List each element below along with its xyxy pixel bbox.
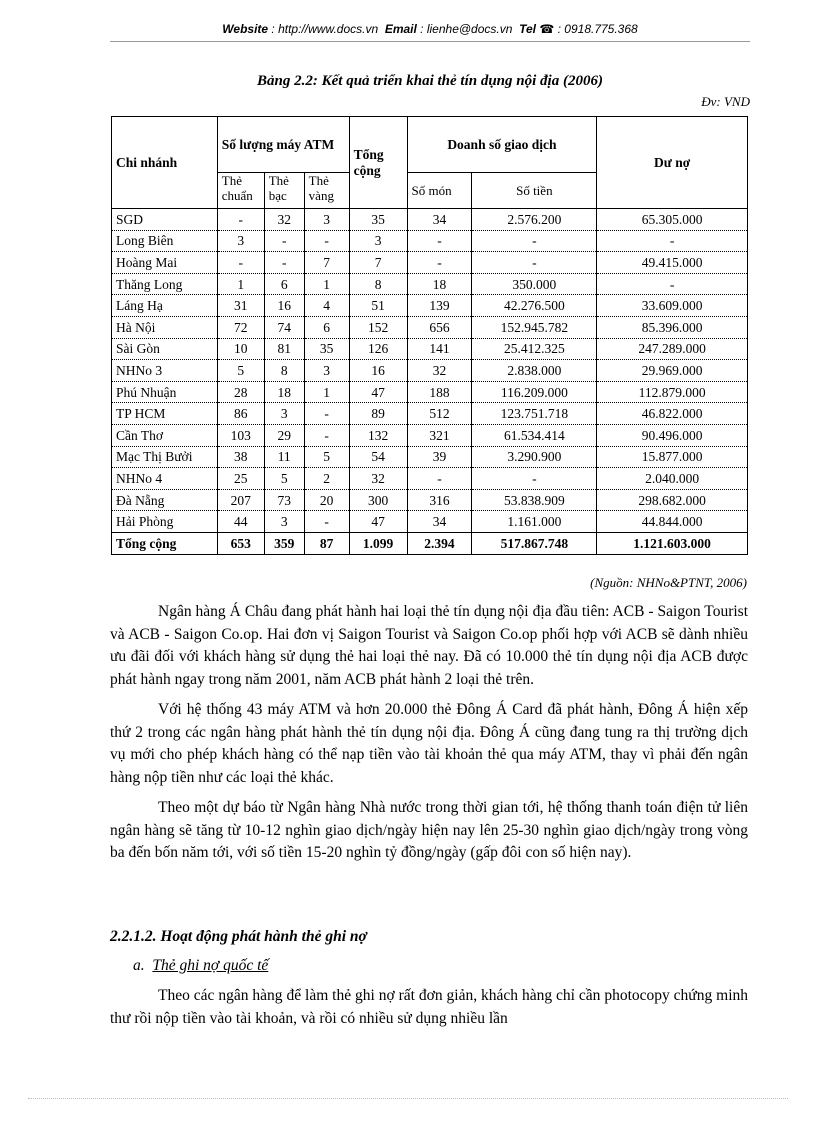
cell-standard: - <box>217 209 264 231</box>
subsection-prefix: a. <box>133 957 145 974</box>
cell-amount: 116.209.000 <box>472 381 597 403</box>
website-value: : http://www.docs.vn <box>271 22 379 36</box>
cell-total: 47 <box>349 381 407 403</box>
cell-total: 300 <box>349 489 407 511</box>
cell-amount: 3.290.900 <box>472 446 597 468</box>
cell-silver: 16 <box>264 295 304 317</box>
cell-debt: 29.969.000 <box>597 360 748 382</box>
cell-standard: 5 <box>217 360 264 382</box>
credit-card-results-table <box>111 116 748 555</box>
cell-branch: Long Biên <box>112 230 218 252</box>
table-row <box>112 511 748 533</box>
cell-debt: 15.877.000 <box>597 446 748 468</box>
cell-gold: 3 <box>304 209 349 231</box>
header-amount: Số tiền <box>472 173 597 209</box>
cell-silver: 29 <box>264 424 304 446</box>
cell-silver: 18 <box>264 381 304 403</box>
cell-standard: 10 <box>217 338 264 360</box>
cell-branch: Phú Nhuận <box>112 381 218 403</box>
cell-gold: 2 <box>304 468 349 490</box>
table-row <box>112 209 748 231</box>
cell-debt: - <box>597 230 748 252</box>
header-silver-card: Thẻ bạc <box>264 173 304 209</box>
cell-branch: Sài Gòn <box>112 338 218 360</box>
cell-debt: 298.682.000 <box>597 489 748 511</box>
table-row <box>112 403 748 425</box>
cell-gold: 1 <box>304 273 349 295</box>
total-standard: 653 <box>217 532 264 554</box>
cell-branch: NHNo 3 <box>112 360 218 382</box>
cell-amount: 152.945.782 <box>472 316 597 338</box>
header-debt: Dư nợ <box>597 117 748 209</box>
cell-total: 152 <box>349 316 407 338</box>
cell-silver: - <box>264 252 304 274</box>
cell-count: 39 <box>407 446 472 468</box>
total-gold: 87 <box>304 532 349 554</box>
total-label: Tổng cộng <box>112 532 218 554</box>
cell-silver: 5 <box>264 468 304 490</box>
cell-total: 89 <box>349 403 407 425</box>
cell-silver: 3 <box>264 403 304 425</box>
cell-amount: - <box>472 468 597 490</box>
cell-debt: 44.844.000 <box>597 511 748 533</box>
cell-total: 8 <box>349 273 407 295</box>
table-unit: Đv: VND <box>701 94 750 109</box>
paragraph-debit-card: Theo các ngân hàng để làm thẻ ghi nợ rất đơn giản, khách hàng chỉ cần photocopy chứng minh thư rồi nộp tiền vào tài khoản, và rồi có nhiều sử dụng nhiều lần <box>110 987 748 1027</box>
cell-silver: 74 <box>264 316 304 338</box>
cell-amount: 2.838.000 <box>472 360 597 382</box>
email-label: Email <box>384 22 417 36</box>
cell-count: 32 <box>407 360 472 382</box>
paragraph-acb: Ngân hàng Á Châu đang phát hành hai loại thẻ tín dụng nội địa đầu tiên: ACB - Saigon Tourist và ACB - Saigon Co.op. Hai đơn vị Saigon Tourist và Saigon Co.op phối hợp với ACB sẽ dành nhiều ưu đãi đối với khách hàng sử dụng thẻ hai loại thẻ nay. Đã có 10.000 thẻ tín dụng nội địa ACB được phát hành ngay trong năm 2001, năm ACB phát hành 2 loại thẻ trên. <box>110 603 748 688</box>
cell-branch: Mạc Thị Bưởi <box>112 446 218 468</box>
cell-debt: 46.822.000 <box>597 403 748 425</box>
cell-silver: - <box>264 230 304 252</box>
table-row <box>112 446 748 468</box>
cell-branch: Hoàng Mai <box>112 252 218 274</box>
cell-gold: 5 <box>304 446 349 468</box>
subsection-heading <box>133 957 268 975</box>
website-label: Website <box>222 22 269 36</box>
cell-count: - <box>407 468 472 490</box>
table-row <box>112 273 748 295</box>
table-row <box>112 468 748 490</box>
table-row <box>112 424 748 446</box>
cell-debt: 85.396.000 <box>597 316 748 338</box>
body-paragraphs-2 <box>110 985 748 1038</box>
cell-total: 51 <box>349 295 407 317</box>
cell-standard: 86 <box>217 403 264 425</box>
cell-count: 321 <box>407 424 472 446</box>
cell-branch: Cần Thơ <box>112 424 218 446</box>
header-divider <box>110 41 750 42</box>
table-row <box>112 360 748 382</box>
cell-total: 16 <box>349 360 407 382</box>
cell-standard: 28 <box>217 381 264 403</box>
cell-total: 54 <box>349 446 407 468</box>
cell-count: 139 <box>407 295 472 317</box>
cell-count: 18 <box>407 273 472 295</box>
cell-total: 47 <box>349 511 407 533</box>
cell-standard: 207 <box>217 489 264 511</box>
cell-gold: 4 <box>304 295 349 317</box>
cell-branch: Hải Phòng <box>112 511 218 533</box>
total-amount: 517.867.748 <box>472 532 597 554</box>
header-standard-card: Thẻ chuẩn <box>217 173 264 209</box>
cell-count: 316 <box>407 489 472 511</box>
cell-amount: 53.838.909 <box>472 489 597 511</box>
section-heading: 2.2.1.2. Hoạt động phát hành thẻ ghi nợ <box>110 928 367 945</box>
cell-silver: 32 <box>264 209 304 231</box>
table-row <box>112 316 748 338</box>
cell-silver: 3 <box>264 511 304 533</box>
cell-standard: - <box>217 252 264 274</box>
cell-debt: 2.040.000 <box>597 468 748 490</box>
cell-branch: Thăng Long <box>112 273 218 295</box>
cell-gold: 1 <box>304 381 349 403</box>
cell-debt: - <box>597 273 748 295</box>
header-count: Số món <box>407 173 472 209</box>
cell-count: 34 <box>407 511 472 533</box>
cell-standard: 25 <box>217 468 264 490</box>
cell-standard: 3 <box>217 230 264 252</box>
cell-total: 35 <box>349 209 407 231</box>
cell-total: 132 <box>349 424 407 446</box>
total-debt: 1.121.603.000 <box>597 532 748 554</box>
cell-standard: 38 <box>217 446 264 468</box>
cell-count: 512 <box>407 403 472 425</box>
cell-debt: 112.879.000 <box>597 381 748 403</box>
table-total-row <box>112 532 748 554</box>
table-row <box>112 295 748 317</box>
page-header <box>110 22 750 36</box>
cell-count: 34 <box>407 209 472 231</box>
cell-standard: 31 <box>217 295 264 317</box>
cell-silver: 81 <box>264 338 304 360</box>
cell-amount: 350.000 <box>472 273 597 295</box>
cell-branch: Láng Hạ <box>112 295 218 317</box>
cell-gold: 7 <box>304 252 349 274</box>
tel-value: : 0918.775.368 <box>557 22 638 36</box>
table-row <box>112 338 748 360</box>
cell-count: - <box>407 252 472 274</box>
cell-branch: SGD <box>112 209 218 231</box>
cell-branch: Hà Nội <box>112 316 218 338</box>
table-row <box>112 381 748 403</box>
cell-standard: 1 <box>217 273 264 295</box>
cell-total: 126 <box>349 338 407 360</box>
cell-debt: 33.609.000 <box>597 295 748 317</box>
cell-gold: 3 <box>304 360 349 382</box>
cell-gold: - <box>304 403 349 425</box>
cell-debt: 49.415.000 <box>597 252 748 274</box>
header-turnover: Doanh số giao dịch <box>407 117 597 173</box>
cell-debt: 65.305.000 <box>597 209 748 231</box>
cell-silver: 6 <box>264 273 304 295</box>
cell-gold: 6 <box>304 316 349 338</box>
phone-icon: ☎ <box>539 22 555 36</box>
header-branch: Chi nhánh <box>112 117 218 209</box>
cell-branch: NHNo 4 <box>112 468 218 490</box>
cell-gold: 35 <box>304 338 349 360</box>
total-total: 1.099 <box>349 532 407 554</box>
cell-amount: 25.412.325 <box>472 338 597 360</box>
subsection-label: Thẻ ghi nợ quốc tế <box>152 957 269 974</box>
cell-silver: 11 <box>264 446 304 468</box>
table-caption: Bảng 2.2: Kết quả triển khai thẻ tín dụng nội địa (2006) <box>257 73 603 89</box>
cell-amount: 123.751.718 <box>472 403 597 425</box>
cell-debt: 247.289.000 <box>597 338 748 360</box>
paragraph-forecast: Theo một dự báo từ Ngân hàng Nhà nước trong thời gian tới, hệ thống thanh toán điện tử liên ngân hàng sẽ tăng từ 10-12 nghìn giao dịch/ngày hiện nay lên 25-30 nghìn giao dịch/ngày trong vòng ba đến bốn năm tới, với số tiền 15-20 nghìn tỷ đồng/ngày (gấp đôi con số hiện nay). <box>110 799 748 861</box>
cell-standard: 44 <box>217 511 264 533</box>
cell-gold: 20 <box>304 489 349 511</box>
total-count: 2.394 <box>407 532 472 554</box>
tel-label: Tel <box>519 22 536 36</box>
cell-count: 656 <box>407 316 472 338</box>
cell-total: 32 <box>349 468 407 490</box>
cell-amount: 1.161.000 <box>472 511 597 533</box>
cell-standard: 103 <box>217 424 264 446</box>
cell-amount: 61.534.414 <box>472 424 597 446</box>
cell-count: - <box>407 230 472 252</box>
table-row <box>112 230 748 252</box>
cell-standard: 72 <box>217 316 264 338</box>
cell-gold: - <box>304 424 349 446</box>
cell-gold: - <box>304 511 349 533</box>
cell-count: 188 <box>407 381 472 403</box>
table-source: (Nguồn: NHNo&PTNT, 2006) <box>590 575 747 590</box>
cell-amount: 2.576.200 <box>472 209 597 231</box>
cell-debt: 90.496.000 <box>597 424 748 446</box>
cell-silver: 8 <box>264 360 304 382</box>
cell-total: 7 <box>349 252 407 274</box>
body-paragraphs <box>110 601 748 873</box>
cell-silver: 73 <box>264 489 304 511</box>
cell-total: 3 <box>349 230 407 252</box>
cell-branch: TP HCM <box>112 403 218 425</box>
total-silver: 359 <box>264 532 304 554</box>
header-atm: Số lượng máy ATM <box>217 117 349 173</box>
cell-count: 141 <box>407 338 472 360</box>
footer-divider <box>28 1098 788 1099</box>
email-value: : lienhe@docs.vn <box>420 22 513 36</box>
paragraph-dong-a: Với hệ thống 43 máy ATM và hơn 20.000 thẻ Đông Á Card đã phát hành, Đông Á hiện xếp thứ 2 trong các ngân hàng phát hành thẻ tín dụng nội địa. Đông Á cũng đang tung ra thị trường dịch vụ mới cho phép khách hàng có thể nạp tiền vào tài khoản thẻ qua máy ATM, thay vì phải đến ngân hàng nộp tiền như các loại thẻ khác. <box>110 701 748 786</box>
header-total: Tổng cộng <box>349 117 407 209</box>
table-row <box>112 252 748 274</box>
cell-amount: - <box>472 252 597 274</box>
cell-amount: 42.276.500 <box>472 295 597 317</box>
header-gold-card: Thẻ vàng <box>304 173 349 209</box>
cell-amount: - <box>472 230 597 252</box>
cell-branch: Đà Nẵng <box>112 489 218 511</box>
cell-gold: - <box>304 230 349 252</box>
table-row <box>112 489 748 511</box>
